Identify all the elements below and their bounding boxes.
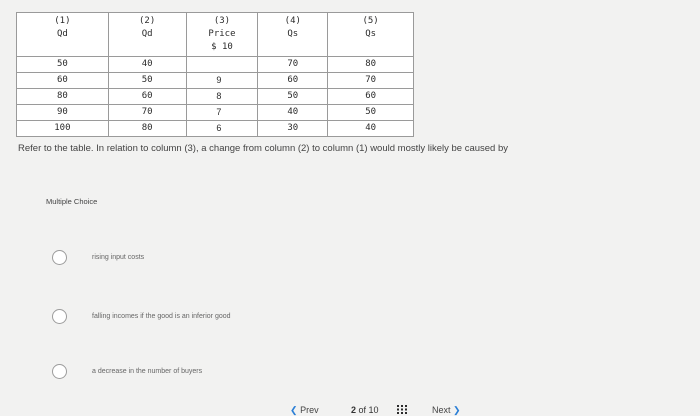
table-cell: 80: [328, 57, 414, 73]
option-decrease-buyers[interactable]: [52, 364, 252, 384]
radio-button[interactable]: [52, 250, 67, 265]
next-label: Next: [432, 405, 451, 415]
grid-icon[interactable]: [397, 405, 407, 414]
table-cell: 50: [258, 89, 328, 105]
col1-header: (1) Qd: [17, 13, 109, 57]
option-falling-incomes[interactable]: [52, 309, 292, 329]
table-row: [17, 89, 414, 105]
chevron-left-icon: ❮: [290, 405, 298, 415]
table-cell: 90: [17, 105, 109, 121]
col3-header: (3) Price $ 10: [186, 13, 258, 57]
table-cell: 40: [108, 57, 186, 73]
table-cell: 70: [328, 73, 414, 89]
table-cell: 50: [17, 57, 109, 73]
table-cell: 70: [108, 105, 186, 121]
table-row: [17, 57, 414, 73]
col5-header: (5) Qs: [328, 13, 414, 57]
table-row: [17, 105, 414, 121]
col4-header: (4) Qs: [258, 13, 328, 57]
table-cell: 50: [328, 105, 414, 121]
option-label: rising input costs: [92, 254, 145, 261]
table-cell: 100: [17, 121, 109, 137]
table-cell: 9: [186, 73, 258, 89]
table-row: [17, 121, 414, 137]
table-cell: 30: [258, 121, 328, 137]
table-cell: 50: [108, 73, 186, 89]
page-of: of 10: [358, 405, 379, 415]
option-label: falling incomes if the good is an inferior good: [92, 313, 231, 320]
col2-header: (2) Qd: [108, 13, 186, 57]
table-cell: 70: [258, 57, 328, 73]
option-label: a decrease in the number of buyers: [92, 368, 203, 375]
question-text: Refer to the table. In relation to column (3), a change from column (2) to column (1) would mostly likely be caused by: [18, 143, 509, 154]
table-cell: 6: [186, 121, 258, 137]
table-cell: 40: [258, 105, 328, 121]
table-header-row: [17, 13, 414, 57]
table-cell: 80: [17, 89, 109, 105]
radio-button[interactable]: [52, 309, 67, 324]
table-cell: 8: [186, 89, 258, 105]
data-table: [16, 12, 414, 137]
table-cell: [186, 57, 258, 73]
prev-label: Prev: [300, 405, 319, 415]
table-cell: 60: [17, 73, 109, 89]
table-cell: 7: [186, 105, 258, 121]
prev-button[interactable]: [290, 405, 319, 416]
option-rising-input-costs[interactable]: [52, 250, 192, 270]
table-cell: 40: [328, 121, 414, 137]
table-cell: 60: [328, 89, 414, 105]
table-cell: 60: [108, 89, 186, 105]
table-cell: 80: [108, 121, 186, 137]
page-current: 2: [351, 405, 357, 415]
radio-button[interactable]: [52, 364, 67, 379]
next-button[interactable]: [432, 405, 461, 416]
multiple-choice-label: Multiple Choice: [46, 197, 98, 206]
chevron-right-icon: ❯: [453, 405, 461, 415]
table-row: [17, 73, 414, 89]
page-indicator: [351, 405, 379, 415]
table-cell: 60: [258, 73, 328, 89]
pagination-footer: [0, 402, 700, 416]
